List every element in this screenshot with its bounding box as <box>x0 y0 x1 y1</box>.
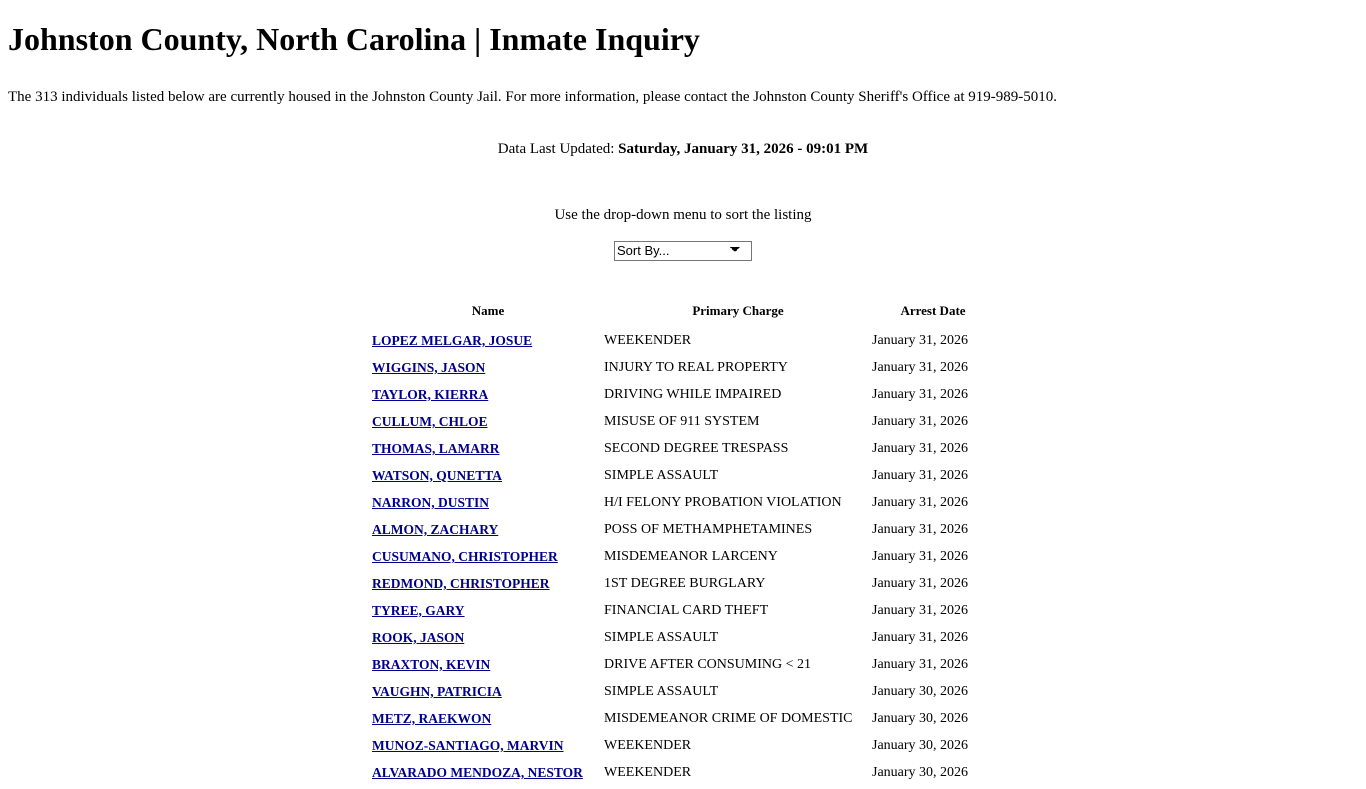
table-row <box>372 679 994 706</box>
table-row <box>372 328 994 355</box>
sort-hint-text: Use the drop-down menu to sort the listing <box>554 206 812 223</box>
cell-inmate-name <box>372 409 604 436</box>
cell-inmate-name <box>372 436 604 463</box>
last-updated-timestamp: Saturday, January 31, 2026 - 09:01 PM <box>618 140 869 157</box>
cell-inmate-name <box>372 355 604 382</box>
cell-arrest-date: January 31, 2026 <box>872 576 969 592</box>
cell-arrest-date: January 31, 2026 <box>872 603 969 619</box>
cell-arrest-date: January 31, 2026 <box>872 360 969 376</box>
cell-primary-charge: SIMPLE ASSAULT <box>604 630 719 646</box>
cell-primary-charge: WEEKENDER <box>604 765 692 781</box>
table-row <box>372 571 994 598</box>
inmate-name-link[interactable]: METZ, RAEKWON <box>372 710 492 726</box>
cell-arrest-date: January 31, 2026 <box>872 549 969 565</box>
inmate-name-link[interactable]: MUNOZ-SANTIAGO, MARVIN <box>372 737 564 753</box>
cell-arrest-date: January 30, 2026 <box>872 711 969 727</box>
table-row <box>372 490 994 517</box>
cell-inmate-name <box>372 463 604 490</box>
cell-primary-charge: MISDEMEANOR CRIME OF DOMESTIC <box>604 711 853 727</box>
cell-primary-charge: SIMPLE ASSAULT <box>604 684 719 700</box>
inmate-name-link[interactable]: CUSUMANO, CHRISTOPHER <box>372 548 558 564</box>
cell-arrest-date: January 31, 2026 <box>872 414 969 430</box>
column-header-primary-charge: Primary Charge <box>692 302 784 318</box>
cell-primary-charge: WEEKENDER <box>604 333 692 349</box>
cell-arrest-date: January 31, 2026 <box>872 333 969 349</box>
cell-inmate-name <box>372 652 604 679</box>
cell-arrest-date: January 30, 2026 <box>872 765 969 781</box>
cell-inmate-name <box>372 490 604 517</box>
inmate-name-link[interactable]: VAUGHN, PATRICIA <box>372 683 502 699</box>
table-row <box>372 463 994 490</box>
last-updated-label: Data Last Updated: <box>497 140 619 157</box>
cell-primary-charge: DRIVING WHILE IMPAIRED <box>604 387 782 403</box>
column-header-name: Name <box>471 302 505 318</box>
inmate-name-link[interactable]: NARRON, DUSTIN <box>372 494 490 510</box>
inmate-name-link[interactable]: LOPEZ MELGAR, JOSUE <box>372 332 533 348</box>
inmate-name-link[interactable]: ALMON, ZACHARY <box>372 521 499 537</box>
inmate-table <box>372 303 994 787</box>
cell-inmate-name <box>372 760 604 787</box>
cell-primary-charge: H/I FELONY PROBATION VIOLATION <box>604 495 842 511</box>
cell-inmate-name <box>372 706 604 733</box>
cell-inmate-name <box>372 571 604 598</box>
table-row <box>372 598 994 625</box>
sort-by-select[interactable] <box>614 241 752 261</box>
cell-arrest-date: January 31, 2026 <box>872 522 969 538</box>
cell-primary-charge: POSS OF METHAMPHETAMINES <box>604 522 813 538</box>
cell-inmate-name <box>372 544 604 571</box>
cell-arrest-date: January 31, 2026 <box>872 441 969 457</box>
cell-primary-charge: FINANCIAL CARD THEFT <box>604 603 769 619</box>
cell-arrest-date: January 31, 2026 <box>872 387 969 403</box>
inmate-name-link[interactable]: ROOK, JASON <box>372 629 465 645</box>
cell-arrest-date: January 31, 2026 <box>872 630 969 646</box>
cell-inmate-name <box>372 679 604 706</box>
table-row <box>372 760 994 787</box>
cell-inmate-name <box>372 625 604 652</box>
table-row <box>372 706 994 733</box>
inmate-name-link[interactable]: ALVARADO MENDOZA, NESTOR <box>372 764 583 780</box>
page-container <box>0 21 1366 787</box>
intro-text: The 313 individuals listed below are currently housed in the Johnston County Jail. For more information, please contact the Johnston County Sheriff's Office at 919-989-5010. <box>8 88 1058 105</box>
table-row <box>372 382 994 409</box>
table-row <box>372 733 994 760</box>
cell-inmate-name <box>372 598 604 625</box>
cell-primary-charge: SIMPLE ASSAULT <box>604 468 719 484</box>
cell-primary-charge: WEEKENDER <box>604 738 692 754</box>
cell-arrest-date: January 31, 2026 <box>872 468 969 484</box>
cell-arrest-date: January 31, 2026 <box>872 657 969 673</box>
table-header-row <box>372 303 994 328</box>
cell-primary-charge: DRIVE AFTER CONSUMING < 21 <box>604 657 812 673</box>
sort-select-container <box>8 241 1358 261</box>
cell-arrest-date: January 30, 2026 <box>872 684 969 700</box>
table-row <box>372 652 994 679</box>
cell-inmate-name <box>372 517 604 544</box>
inmate-name-link[interactable]: TYREE, GARY <box>372 602 465 618</box>
cell-primary-charge: MISUSE OF 911 SYSTEM <box>604 414 760 430</box>
table-row <box>372 355 994 382</box>
cell-inmate-name <box>372 328 604 355</box>
inmate-name-link[interactable]: BRAXTON, KEVIN <box>372 656 491 672</box>
inmate-name-link[interactable]: TAYLOR, KIERRA <box>372 386 489 402</box>
inmate-name-link[interactable]: WATSON, QUNETTA <box>372 467 503 483</box>
table-row <box>372 544 994 571</box>
page-title: Johnston County, North Carolina | Inmate Inquiry <box>8 21 700 57</box>
inmate-name-link[interactable]: WIGGINS, JASON <box>372 359 486 375</box>
inmate-name-link[interactable]: REDMOND, CHRISTOPHER <box>372 575 550 591</box>
table-row <box>372 409 994 436</box>
column-header-arrest-date: Arrest Date <box>900 302 966 318</box>
inmate-name-link[interactable]: THOMAS, LAMARR <box>372 440 500 456</box>
cell-primary-charge: INJURY TO REAL PROPERTY <box>604 360 788 376</box>
inmate-name-link[interactable]: CULLUM, CHLOE <box>372 413 488 429</box>
cell-primary-charge: MISDEMEANOR LARCENY <box>604 549 778 565</box>
cell-primary-charge: SECOND DEGREE TRESPASS <box>604 441 789 457</box>
cell-arrest-date: January 31, 2026 <box>872 495 969 511</box>
inmate-table-head <box>372 303 994 328</box>
inmate-table-body <box>372 328 994 787</box>
table-row <box>372 436 994 463</box>
cell-arrest-date: January 30, 2026 <box>872 738 969 754</box>
last-updated-line <box>8 140 1358 158</box>
cell-inmate-name <box>372 733 604 760</box>
table-row <box>372 625 994 652</box>
cell-primary-charge: 1ST DEGREE BURGLARY <box>604 576 766 592</box>
cell-inmate-name <box>372 382 604 409</box>
table-row <box>372 517 994 544</box>
